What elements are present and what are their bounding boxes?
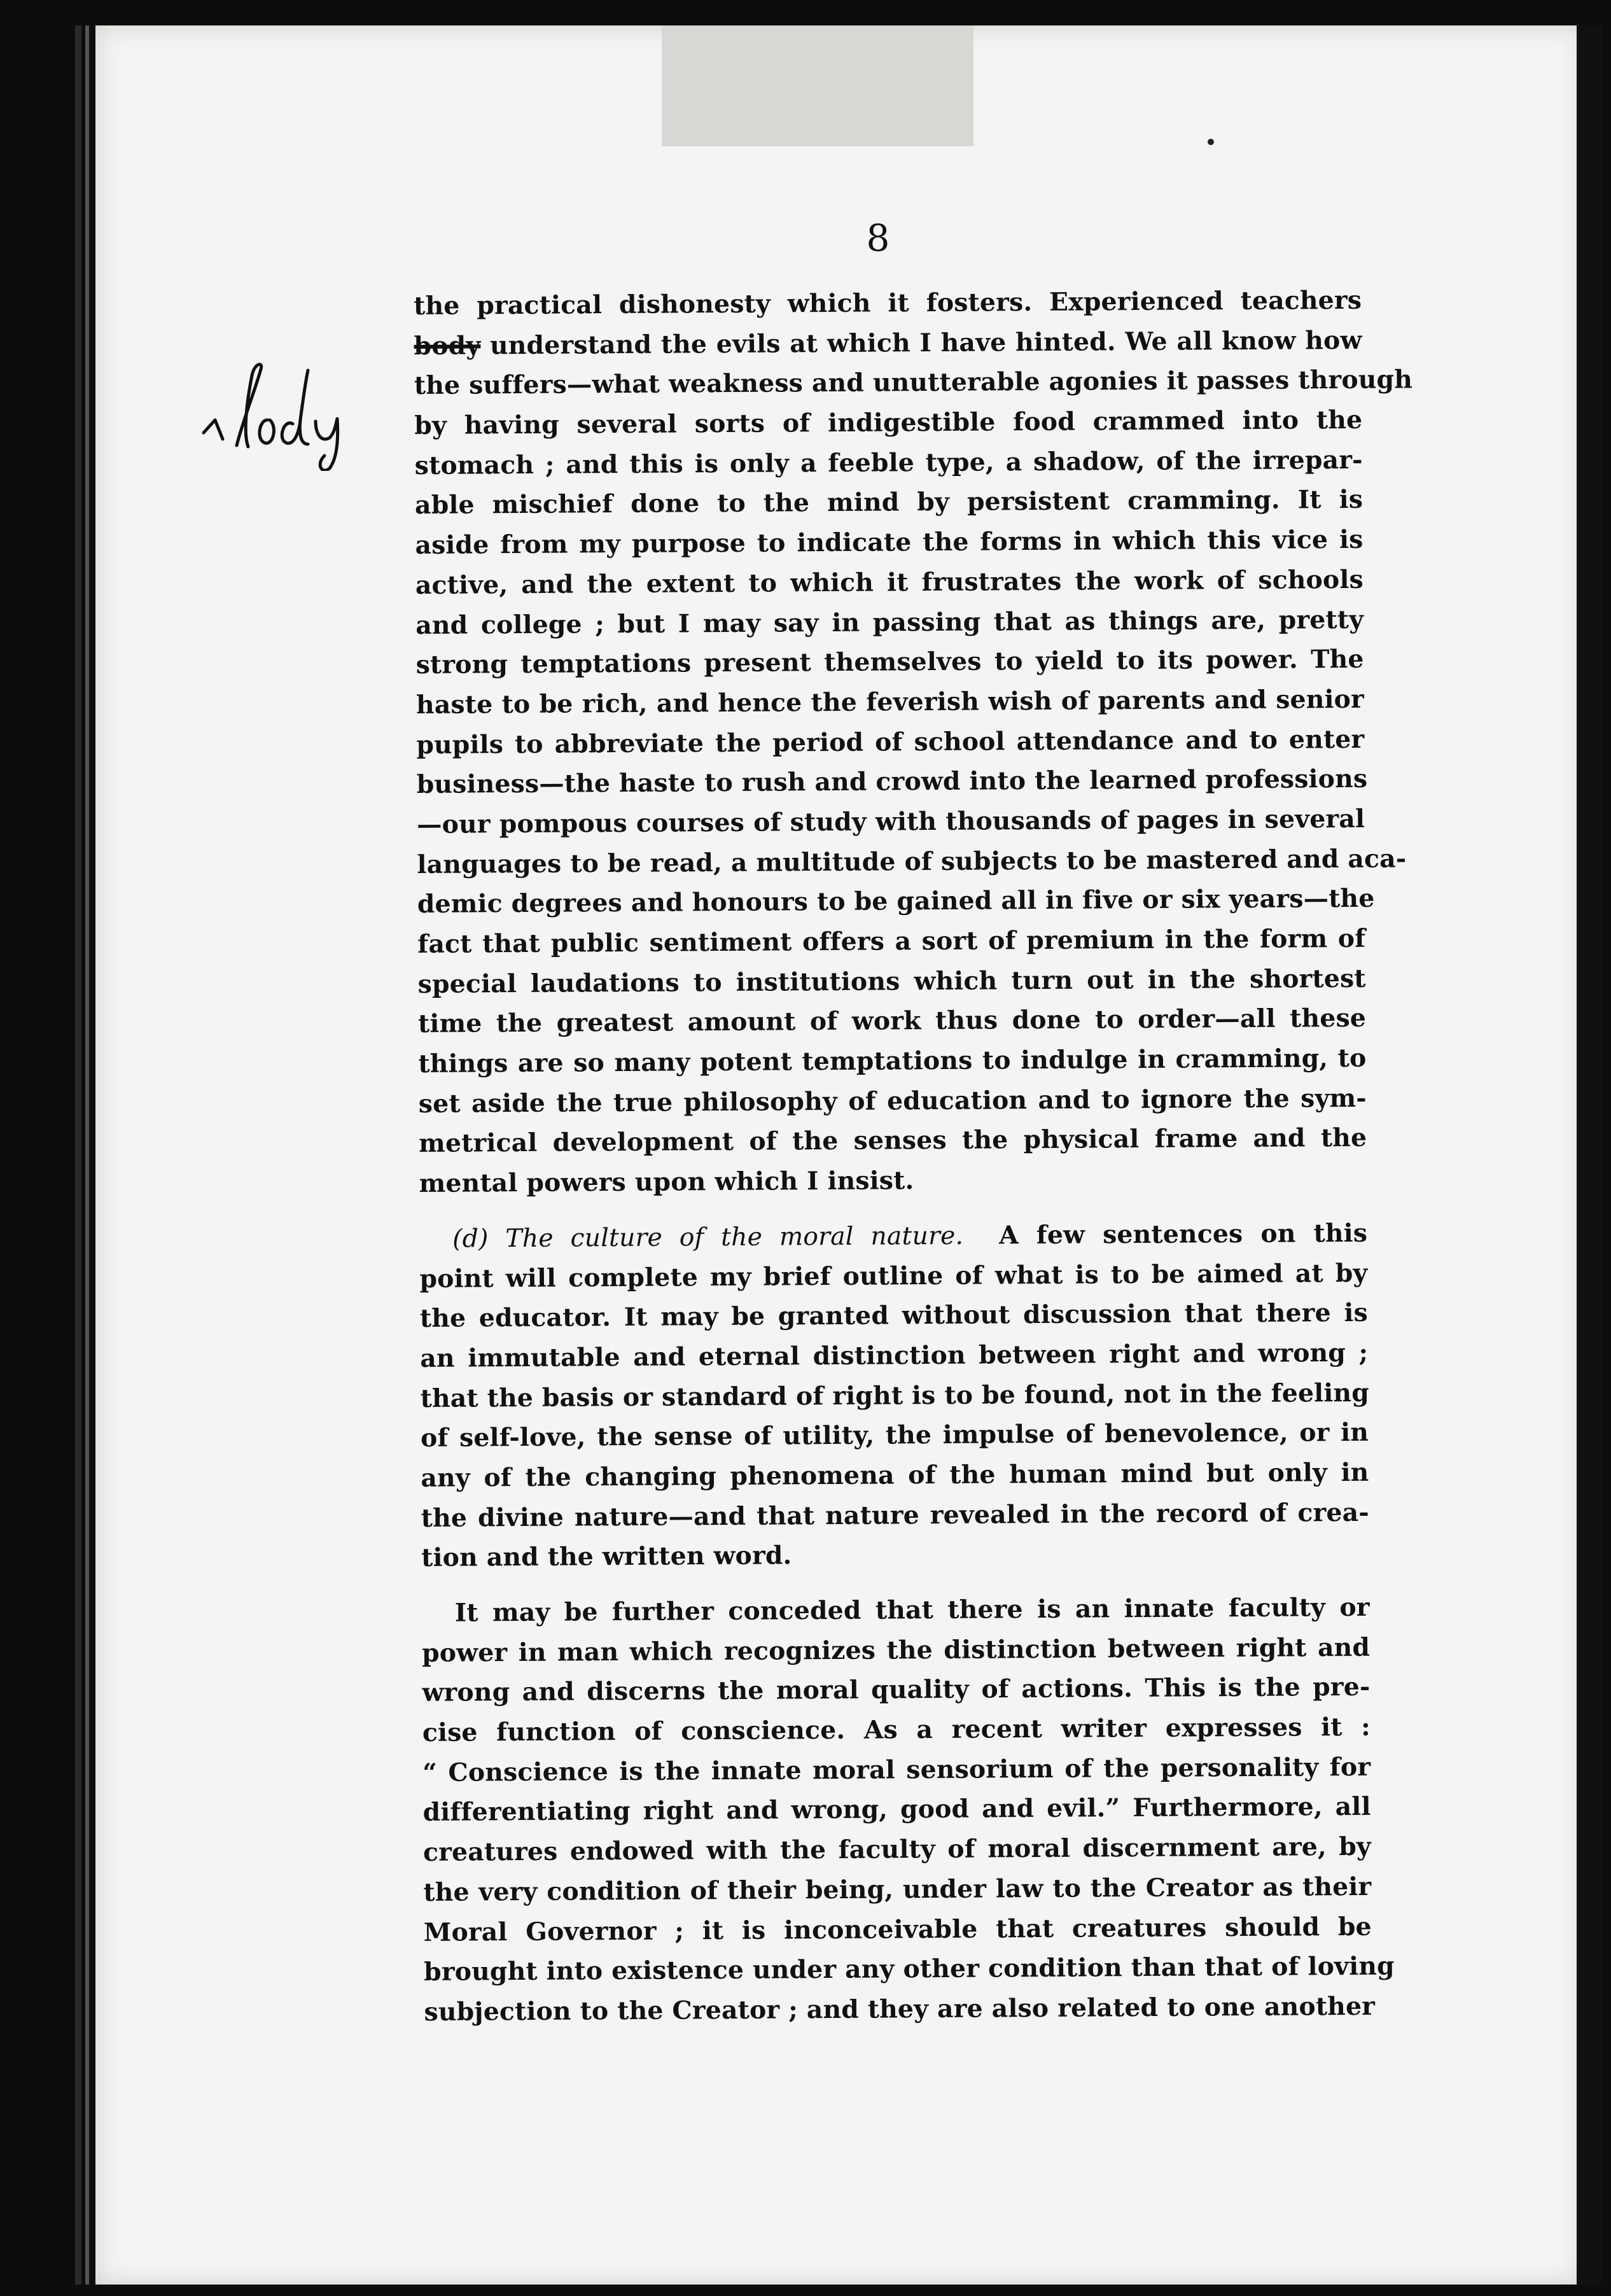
handwritten-margin-note [185,344,375,471]
text-line: It may be further conceded that there is an innate faculty or [454,1592,1370,1628]
text-line: cise function of conscience. As a recent writer expresses it : [422,1712,1370,1748]
text-line: demic degrees and honours to be gained all in five or six years—the [417,884,1375,920]
text-line-with-strike [414,321,1362,367]
text-line: metrical development of the senses the physical frame and the [419,1123,1367,1159]
text-line: by having several sorts of indigestible food crammed into the [414,405,1363,441]
page-number: 8 [866,216,890,260]
scan-blur-patch [662,25,973,146]
text-line: and college ; but I may say in passing that as things are, pretty [415,605,1364,640]
text-line: active, and the extent to which it frustrates the work of schools [415,564,1363,600]
text-line: any of the changing phenomena of the human mind but only in [421,1457,1369,1493]
text-line: A few sentences on this [998,1218,1368,1250]
text-line: things are so many potent temptations to indulge in cramming, to [418,1043,1367,1079]
paragraph-1 [414,281,1413,1204]
text-line: brought into existence under any other condition than that of loving [424,1951,1395,1987]
struck-word: body [414,331,481,361]
text-line: pupils to abbreviate the period of school attendance and to enter [416,724,1365,760]
text-line: set aside the true philosophy of education and to ignore the sym- [418,1083,1367,1119]
text-line: that the basis or standard of right is to be found, not in the feeling [420,1378,1370,1413]
text-line: point will complete my brief outline of what is to be aimed at by [419,1258,1368,1294]
text-line-with-heading [419,1214,1367,1259]
text-line: strong temptations present themselves to yield to its power. The [415,645,1364,680]
paragraph-2 [419,1214,1369,1578]
text-line: special laudations to institutions which turn out in the shortest [417,963,1366,999]
text-line: creatures endowed with the faculty of moral discernment are, by [422,1831,1372,1868]
text-line: Moral Governor ; it is inconceivable that creatures should be [423,1912,1372,1947]
text-line: wrong and discerns the moral quality of actions. This is the pre- [422,1672,1370,1708]
text-line: “ Conscience is the innate moral sensorium of the personality for [422,1752,1371,1788]
text-line: the educator. It may be granted without discussion that there is [419,1298,1369,1334]
main-text-body [414,281,1413,2033]
text-line: fact that public sentiment offers a sort of premium in the form of [417,923,1366,959]
text-line: subjection to the Creator ; and they are also related to one another [424,1991,1376,2027]
text-line: an immutable and eternal distinction between right and wrong ; [420,1338,1369,1373]
text-line: aside from my purpose to indicate the forms in which this vice is [415,525,1363,561]
text-line: time the greatest amount of work thus done to order—all these [417,1004,1367,1039]
page-edge-shadow [85,25,89,2285]
section-heading: (d) The culture of the moral nature. [452,1221,964,1254]
text-line: the divine nature—and that nature revealed in the record of crea- [421,1497,1369,1533]
text-line: business—the haste to rush and crowd into the learned professions [416,764,1368,800]
text-line: the suffers—what weakness and unutterable agonies it passes through [414,365,1413,401]
text-line: differentiating right and wrong, good and evil.” Furthermore, all [422,1792,1371,1828]
text-line: understand the evils at which I have hinted. We all know how [489,325,1362,360]
text-line: tion and the written word. [421,1541,792,1573]
text-line: of self-love, the sense of utility, the impulse of benevolence, or in [420,1418,1369,1453]
ink-speck [1208,139,1214,145]
text-line: haste to be rich, and hence the feverish wish of parents and senior [415,684,1365,720]
text-line: power in man which recognizes the distinction between right and [421,1632,1370,1668]
text-line: the practical dishonesty which it fosters. Experienced teachers [414,285,1362,321]
page-right-edge [1577,25,1602,2285]
text-line: languages to be read, a multitude of subjects to be mastered and aca- [417,844,1407,879]
text-line: the very condition of their being, under law to the Creator as their [423,1872,1372,1907]
paragraph-3 [421,1588,1395,2033]
text-line: —our pompous courses of study with thousands of pages in several [417,804,1365,839]
text-line: able mischief done to the mind by persistent cramming. It is [414,485,1363,521]
text-line: mental powers upon which I insist. [419,1166,914,1199]
page-edge-shadow [75,25,81,2285]
text-line: stomach ; and this is only a feeble type, a shadow, of the irrepar- [414,445,1363,480]
